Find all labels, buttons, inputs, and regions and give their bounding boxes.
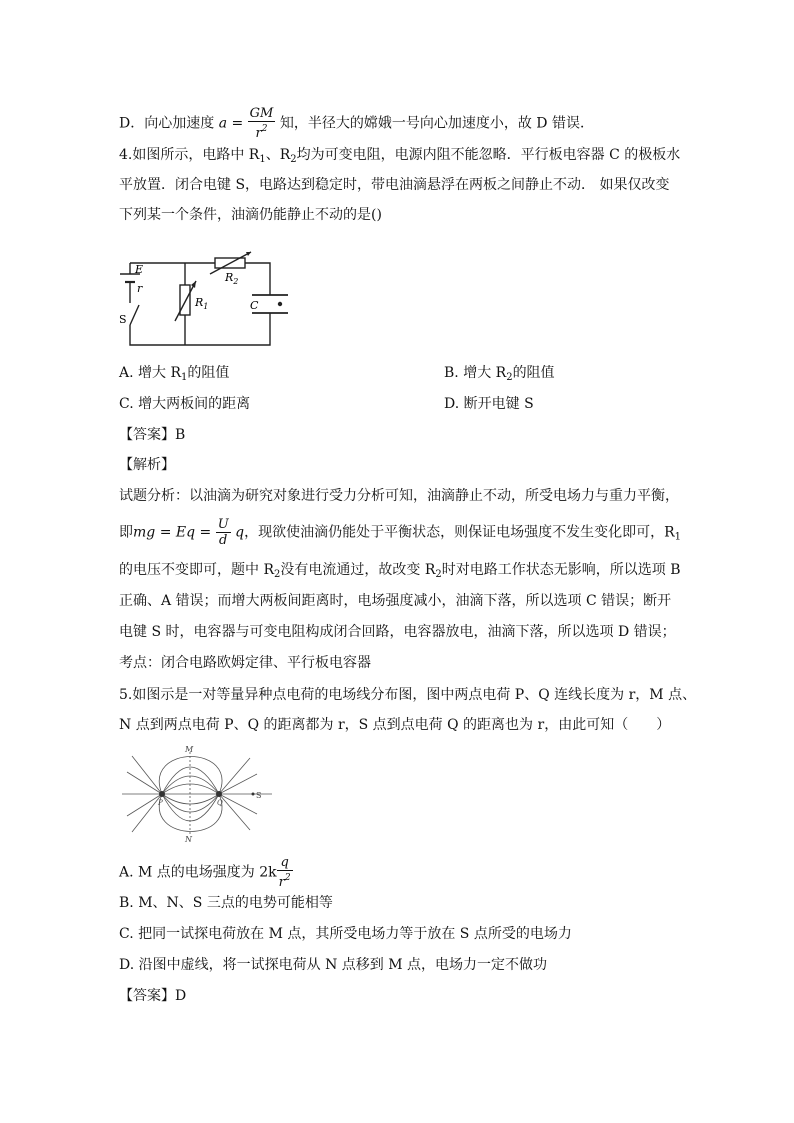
a2-post: ，现欲使油滴仍能处于平衡状态，则保证电场强度不发生变化即可，R (244, 524, 675, 541)
q5-opta-fraction (277, 855, 293, 890)
q5-opta-num: q (277, 855, 293, 871)
a3c: 时对电路工作状态无影响，所以选项 B (441, 562, 681, 578)
q5-opta-text: A. M 点的电场强度为 2k (119, 864, 277, 881)
resistor-r1 (180, 285, 190, 315)
wire-bottom (130, 313, 270, 345)
q4-option-c[interactable]: C. 增大两板间的距离 (119, 396, 251, 412)
a2-den: d (219, 533, 228, 548)
q5-option-b[interactable]: B. M、N、S 三点的电势可能相等 (119, 895, 333, 911)
label-m: M (185, 745, 194, 754)
a3a: 的电压不变即可，题中 R (119, 562, 274, 578)
q4-l1-sub2: 2 (290, 154, 297, 165)
q4-line2: 平放置．闭合电键 S，电路达到稳定时，带电油滴悬浮在两板之间静止不动． 如果仅改变 (119, 177, 670, 193)
q5-answer (119, 986, 186, 1006)
a2-fraction (216, 517, 231, 548)
q4-opta-end: 的阻值 (187, 365, 230, 381)
q4-option-a[interactable] (119, 363, 229, 388)
a3b: 没有电流通过，故改变 R (280, 562, 436, 578)
q3d-den (248, 122, 276, 141)
label-c: C (250, 299, 259, 312)
q4-optb-text: B. 增大 R (444, 365, 507, 381)
q4-opta-sub: 1 (181, 372, 188, 383)
a2-q: q (235, 524, 245, 541)
q5-option-a[interactable] (119, 855, 293, 890)
a2-equation: mg = Eq = (133, 524, 212, 541)
circuit-diagram (115, 243, 305, 353)
q4-line1 (119, 145, 680, 170)
a3-sub2: 2 (435, 569, 442, 580)
a2-pre: 即 (119, 524, 133, 541)
answer-value: B (175, 427, 186, 443)
label-n: N (185, 835, 192, 842)
q3d-fraction (248, 106, 276, 141)
q5-option-c[interactable]: C. 把同一试探电荷放在 M 点，其所受电场力等于放在 S 点所受的电场力 (119, 926, 572, 942)
charge-p (159, 791, 165, 797)
q4-analysis-line5: 电键 S 时，电容器与可变电阻构成闭合回路，电容器放电，油滴下落，所以选项 D 错误； (119, 624, 676, 640)
q3d-num: GM (249, 106, 274, 121)
q4-option-b[interactable] (444, 363, 555, 388)
wire-top-right (245, 263, 270, 295)
q4-l1a: 4.如图所示，电路中 R (119, 147, 260, 163)
q4-l1-sub1: 1 (259, 154, 266, 165)
q4-optb-sub: 2 (506, 372, 513, 383)
q4-analysis-line4: 正确、A 错误；而增大两板间距离时，电场强度减小，油滴下落，所以选项 C 错误；断开 (119, 593, 672, 609)
oil-drop (278, 302, 282, 306)
q4-line3: 下列某一个条件，油滴仍能静止不动的是() (119, 207, 382, 223)
q3d-den-r: r (255, 126, 262, 141)
q5-line1: 5.如图示是一对等量异种点电荷的电场线分布图，图中两点电荷 P、Q 连线长度为 r，M 点、 (119, 687, 697, 703)
q3d-prefix: D．向心加速度 (119, 115, 219, 132)
q3d-formula-lhs: a = (218, 115, 244, 132)
q5-answer-label: 【答案】 (119, 988, 175, 1004)
label-s: S (256, 791, 262, 800)
q4-option-d[interactable]: D. 断开电键 S (444, 396, 534, 412)
q4-analysis-label: 【解析】 (119, 457, 175, 473)
a3-sub1: 2 (274, 569, 281, 580)
q4-answer (119, 425, 185, 445)
q4-analysis-line3 (119, 560, 681, 585)
q5-option-d[interactable]: D. 沿图中虚线，将一试探电荷从 N 点移到 M 点，电场力一定不做功 (119, 957, 548, 973)
switch-blade (130, 305, 139, 325)
label-r1: $R_1$ (195, 296, 209, 311)
q5-opta-den-sup: 2 (284, 873, 291, 883)
q5-answer-value: D (175, 988, 187, 1004)
charge-q (216, 791, 222, 797)
a2-num: U (217, 517, 229, 532)
q4-optb-end: 的阻值 (512, 365, 555, 381)
q3d-den-sup: 2 (261, 124, 268, 134)
answer-label: 【答案】 (119, 427, 175, 443)
q4-opta-text: A. 增大 R (119, 365, 182, 381)
q4-analysis-line6: 考点：闭合电路欧姆定律、平行板电容器 (119, 655, 371, 671)
label-q: Q (217, 799, 223, 807)
q5-opta-den (277, 871, 293, 890)
label-p: P (158, 799, 163, 807)
q4-l1b: 、R (265, 147, 291, 163)
point-s (252, 793, 255, 796)
label-e: E (135, 263, 144, 276)
q4-analysis-line2 (119, 517, 681, 551)
label-s: S (119, 313, 127, 326)
q3d-suffix: 知，半径大的嫦娥一号向心加速度小，故 D 错误． (279, 115, 594, 132)
label-r2: $R_2$ (225, 271, 239, 286)
q4-l1c: 均为可变电阻，电源内阻不能忽略．平行板电容器 C 的极板水 (296, 147, 681, 163)
a2-sub: 1 (674, 531, 681, 543)
q5-line2: N 点到两点电荷 P、Q 的距离都为 r，S 点到点电荷 Q 的距离也为 r，由此可知（ ） (119, 717, 671, 733)
field-line-diagram (122, 744, 272, 842)
q4-analysis-line1: 试题分析：以油滴为研究对象进行受力分析可知，油滴静止不动，所受电场力与重力平衡， (119, 488, 679, 504)
q5-opta-den-r: r (278, 875, 285, 890)
label-r: r (137, 282, 143, 295)
q3-option-d (119, 106, 594, 141)
